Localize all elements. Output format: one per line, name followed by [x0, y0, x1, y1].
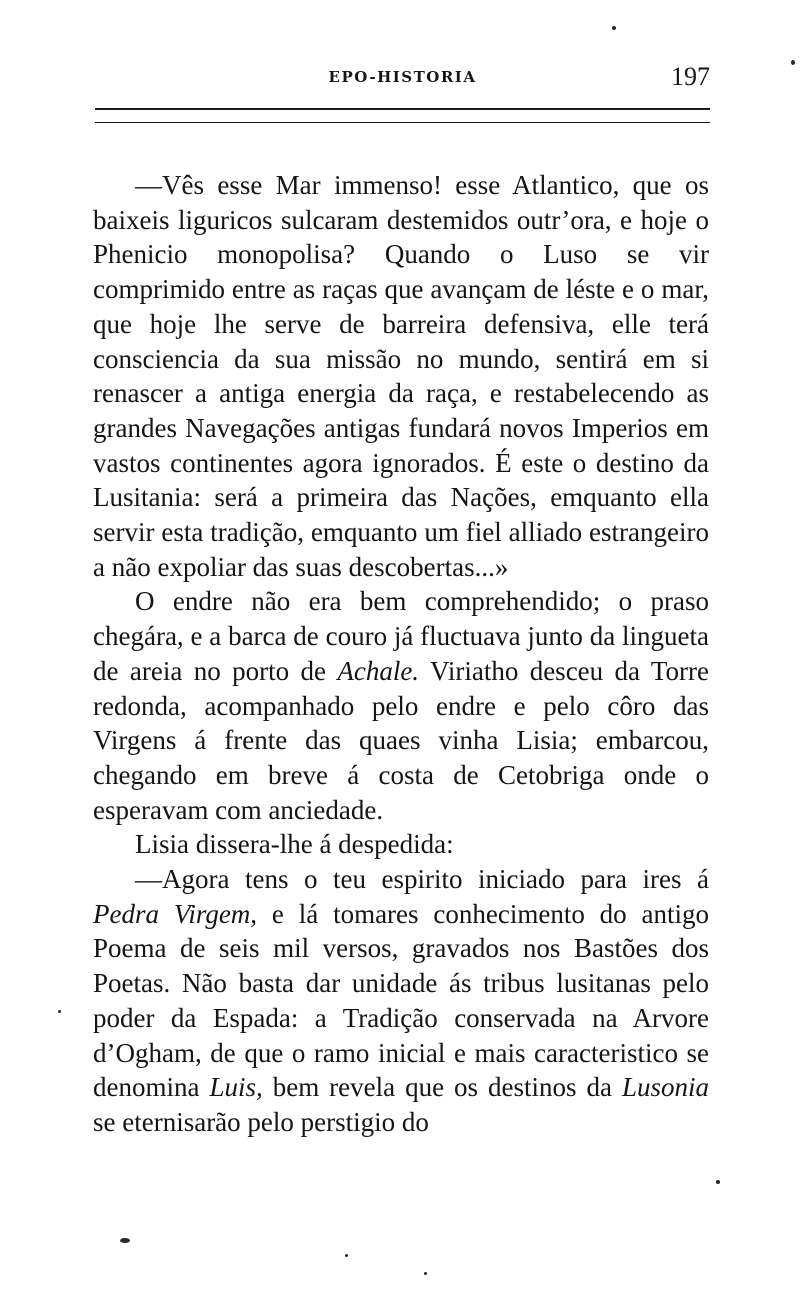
- paragraph-text: O endre não era bem comprehendido; o praso chegára, e a barca de couro já fluctuava junto da lingueta de areia no porto de: [93, 586, 709, 686]
- paragraph-text: e lá tomares conhecimento do antigo Poema de seis mil versos, gravados nos Bastões dos Poetas. Não basta dar unidade ás tribus lusitanas pelo poder da Espada: a Tradição conservada na Arvore d’Ogham, de que o ramo inicial e mais caracteristico se denomina: [93, 898, 709, 1103]
- print-speck: [424, 1272, 427, 1275]
- header-rule-thin: [95, 122, 710, 123]
- paragraph: [93, 168, 709, 584]
- paragraph-text: Lisia dissera-lhe á despedida:: [135, 829, 454, 860]
- print-speck: [58, 1010, 61, 1013]
- print-speck: [345, 1254, 348, 1257]
- paragraph-text: —Agora tens o teu espirito iniciado para ires á: [135, 864, 709, 895]
- paragraph: [93, 827, 709, 862]
- print-speck: [120, 1238, 130, 1243]
- italic-term: Luis,: [209, 1072, 263, 1103]
- print-speck: [716, 1180, 720, 1184]
- paragraph-text: se eternisarão pelo perstigio do: [93, 1106, 429, 1137]
- paragraph-text: bem revela que os destinos da: [262, 1072, 622, 1103]
- body-text: [93, 168, 709, 1140]
- italic-place-name: Achale.: [337, 655, 420, 686]
- italic-place-name: Lusonia: [621, 1072, 709, 1103]
- header-rule-thick: [95, 108, 710, 110]
- running-title: EPO-HISTORIA: [328, 68, 477, 86]
- paragraph: [93, 584, 709, 827]
- print-speck: [791, 60, 795, 65]
- italic-place-name: Pedra Virgem,: [93, 898, 258, 929]
- page-number: 197: [671, 62, 710, 91]
- print-speck: [612, 26, 616, 30]
- paragraph: [93, 862, 709, 1140]
- running-header: [95, 62, 710, 96]
- paragraph-text: Viriatho desceu da Torre redonda, acompanhado pelo endre e pelo côro das Virgens á frente das quaes vinha Lisia; embarcou, chegando em breve á costa de Cetobriga onde o esperavam com anciedade.: [93, 655, 710, 825]
- paragraph-text: —Vês esse Mar immenso! esse Atlantico, que os baixeis liguricos sulcaram destemidos outr’ora, e hoje o Phenicio monopolisa? Quando o Luso se vir comprimido entre as raças que avançam de léste e o mar, que hoje lhe serve de barreira defensiva, elle terá consciencia da sua missão no mundo, sentirá em si renascer a antiga energia da raça, e restabelecendo as grandes Navegações antigas fundará novos Imperios em vastos continentes agora ignorados. É este o destino da Lusitania: será a primeira das Nações, emquanto ella servir esta tradição, emquanto um fiel alliado estrangeiro a não expoliar das suas descobertas...»: [93, 170, 709, 582]
